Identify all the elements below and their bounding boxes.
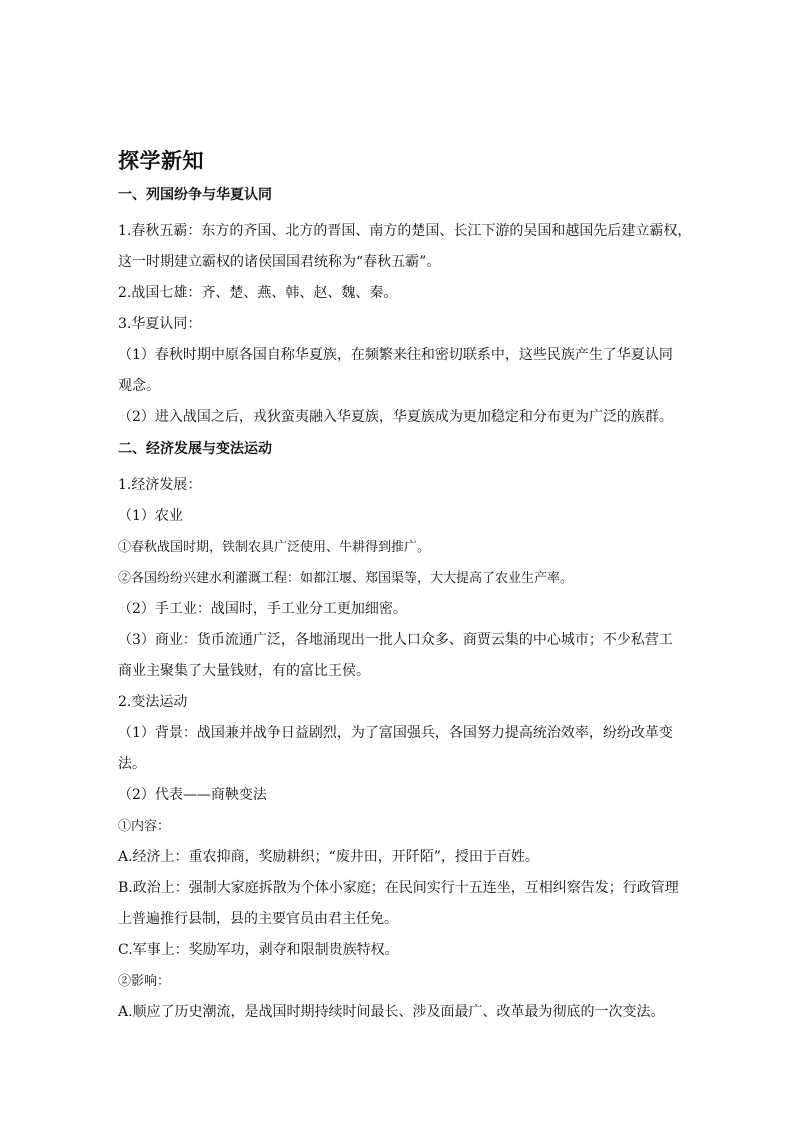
section-heading-1: 一、列国纷争与华夏认同 <box>118 187 272 203</box>
paragraph-huaxia-point-2 <box>118 402 678 433</box>
text-line: （1）春秋时期中原各国自称华夏族，在频繁来往和密切联系中，这些民族产生了华夏认同 <box>118 347 673 363</box>
text-line: （2）代表——商鞅变法 <box>118 787 267 803</box>
paragraph-reform-background <box>118 718 678 780</box>
text-line: （3）商业：货币流通广泛，各地涌现出一批人口众多、商贾云集的中心城市；不少私营工 <box>118 632 673 648</box>
text-line: 观念。 <box>118 378 160 394</box>
text-line: 3.华夏认同： <box>118 316 202 332</box>
text-line: （2）进入战国之后，戎狄蛮夷融入华夏族，华夏族成为更加稳定和分布更为广泛的族群。 <box>118 409 673 425</box>
page-title: 探学新知 <box>118 148 204 173</box>
paragraph-spring-autumn-hegemons <box>118 216 692 278</box>
text-line: ①春秋战国时期，铁制农具广泛使用、牛耕得到推广。 <box>118 540 431 555</box>
text-line: ②各国纷纷兴建水利灌溉工程：如都江堰、郑国渠等，大大提高了农业生产率。 <box>118 571 574 586</box>
text-line: 2.变法运动 <box>118 694 188 710</box>
paragraph-irrigation <box>118 563 678 594</box>
text-line: 法。 <box>118 756 146 772</box>
text-line: （1）农业 <box>118 508 183 524</box>
text-line: B.政治上：强制大家庭拆散为个体小家庭；在民间实行十五连坐，互相纠察告发；行政管理 <box>118 880 679 896</box>
text-line: 1.经济发展： <box>118 477 202 493</box>
paragraph-commerce <box>118 625 678 687</box>
section-heading-2: 二、经济发展与变法运动 <box>118 441 272 457</box>
paragraph-reform-military <box>118 935 678 966</box>
text-line: 2.战国七雄：齐、楚、燕、韩、赵、魏、秦。 <box>118 285 398 301</box>
text-line: 商业主聚集了大量钱财，有的富比王侯。 <box>118 663 370 679</box>
text-line: 这一时期建立霸权的诸侯国国君统称为“春秋五霸”。 <box>118 254 441 270</box>
text-line: A.顺应了历史潮流，是战国时期持续时间最长、涉及面最广、改革最为彻底的一次变法。 <box>118 1004 665 1020</box>
paragraph-impact-a <box>118 997 678 1028</box>
document-content <box>118 146 692 1028</box>
paragraph-huaxia-identity <box>118 309 678 340</box>
paragraph-reform-economic <box>118 842 678 873</box>
text-line: ①内容： <box>118 819 171 834</box>
text-line: （1）背景：战国兼并战争日益剧烈，为了富国强兵，各国努力提高统治效率，纷纷改革变 <box>118 725 673 741</box>
paragraph-shang-yang-reform <box>118 780 678 811</box>
paragraph-reform-content <box>118 811 678 842</box>
text-line: 1.春秋五霸：东方的齐国、北方的晋国、南方的楚国、长江下游的吴国和越国先后建立霸权， <box>118 223 692 239</box>
paragraph-reform-impact <box>118 966 678 997</box>
text-line: 上普遍推行县制，县的主要官员由君主任免。 <box>118 911 398 927</box>
paragraph-huaxia-point-1 <box>118 340 678 402</box>
paragraph-handicraft <box>118 594 678 625</box>
text-line: ②影响： <box>118 974 171 989</box>
paragraph-economic-development <box>118 470 678 501</box>
paragraph-iron-tools <box>118 532 678 563</box>
paragraph-agriculture <box>118 501 678 532</box>
paragraph-reform-movement <box>118 687 678 718</box>
text-line: C.军事上：奖励军功，剥夺和限制贵族特权。 <box>118 942 399 958</box>
text-line: （2）手工业：战国时，手工业分工更加细密。 <box>118 601 407 617</box>
paragraph-warring-states-seven <box>118 278 678 309</box>
paragraph-reform-political <box>118 873 678 935</box>
text-line: A.经济上：重农抑商，奖励耕织；“废井田，开阡陌”，授田于百姓。 <box>118 849 539 865</box>
